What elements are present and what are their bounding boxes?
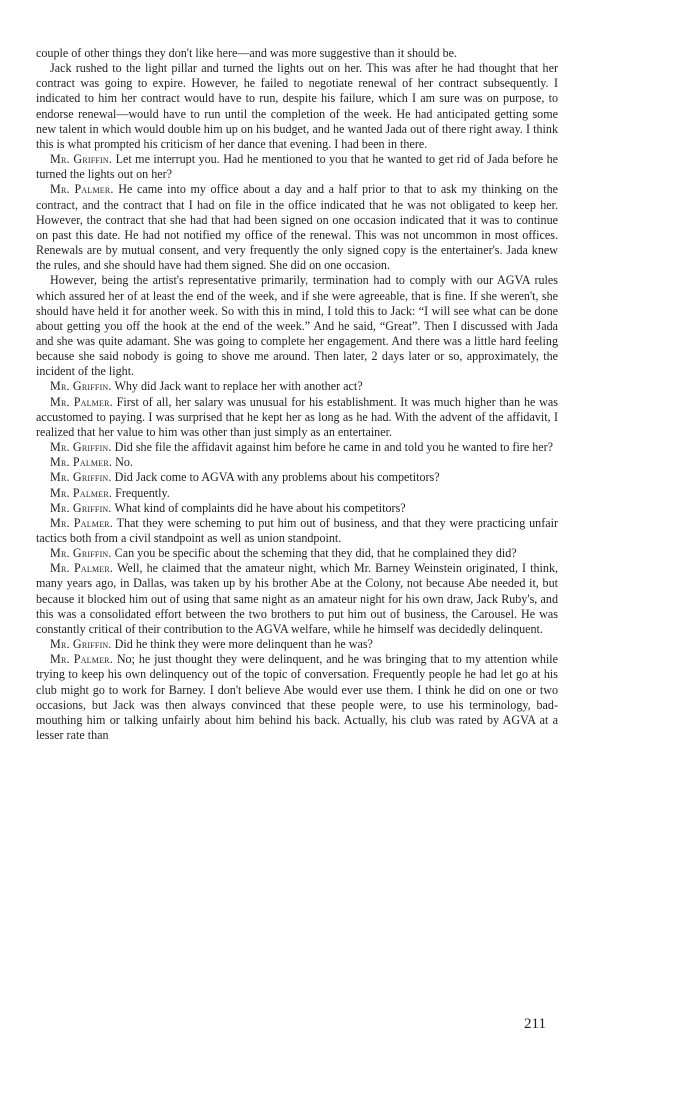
paragraph-7: Mr. Palmer. First of all, her salary was unusual for his establishment. It was much higher than he was accustomed to paying. I was surprised that he kept her as long as he had. With the advent of the affidavit, I realized that her value to him was other than just simply as an entertainer. [36, 394, 558, 439]
speaker-label: Mr. Griffin. [50, 546, 112, 561]
paragraph-8: Mr. Griffin. Did she file the affidavit against him before he came in and told you he wanted to fire her? [50, 440, 554, 455]
paragraph-17: Mr. Palmer. No; he just thought they were delinquent, and he was bringing that to my attention while trying to keep his own delinquency out of the topic of conversation. Frequently people he had let go at his club might go to work for Barney. I don't believe Abe would ever use them. I think he did on one or two occasions, but Jack was then always convinced that these people were, to use his terminology, bad-mouthing him or talking unfairly about him behind his back. Actually, his club was rated by AGVA at a lesser rate than [36, 652, 558, 743]
page-number: 211 [524, 1016, 546, 1032]
paragraph-15: Mr. Palmer. Well, he claimed that the amateur night, which Mr. Barney Weinstein originated, I think, many years ago, in Dallas, was taken up by his brother Abe at the Colony, not because Abe needed it, but because it blocked him out of using that same night as an amateur night for his own draw, Jack Ruby's, and this was a consolidated effort between the two brothers to put him out of business, the Carousel. He was constantly critical of their contribution to the AGVA welfare, while he himself was decidedly delinquent. [36, 561, 559, 636]
speaker-label: Mr. Palmer. [50, 652, 113, 667]
speaker-label: Mr. Griffin. [50, 470, 112, 485]
paragraph-13: Mr. Palmer. That they were scheming to put him out of business, and that they were practicing unfair tactics both from a civil standpoint as well as union standpoint. [36, 515, 558, 545]
speaker-label: Mr. Palmer. [50, 485, 113, 500]
paragraph-4: Mr. Palmer. He came into my office about a day and a half prior to that to ask my thinking on the contract, and the contract that I had on file in the office indicated that he was not obligated to keep her. However, the contract that she had that had been signed on one occasion indicated that it was to continue on past this date. He had not notified my office of the renewal. This was not uncommon in most offices. Renewals are by mutual consent, and very frequently the only signed copy is the entertainer's. Jada knew the rules, and she should have had them signed. She did on one occasion. [36, 182, 558, 273]
paragraph-3: Mr. Griffin. Let me interrupt you. Had he mentioned to you that he wanted to get rid of Jada before he turned the lights out on her? [36, 152, 558, 182]
paragraph-14: Mr. Griffin. Can you be specific about the scheming that they did, that he complained they did? [50, 546, 517, 561]
speaker-label: Mr. Griffin. [50, 152, 113, 167]
paragraph-1: couple of other things they don't like here—and was more suggestive than it should be. [36, 46, 458, 60]
paragraph-10: Mr. Griffin. Did Jack come to AGVA with any problems about his competitors? [50, 470, 440, 485]
speaker-label: Mr. Palmer. [50, 561, 114, 576]
paragraph-9: Mr. Palmer. No. [50, 455, 133, 470]
speaker-label: Mr. Griffin. [50, 440, 112, 455]
speaker-label: Mr. Griffin. [50, 637, 112, 652]
paragraph-6: Mr. Griffin. Why did Jack want to replace her with another act? [50, 379, 363, 394]
speaker-label: Mr. Palmer. [50, 182, 114, 197]
paragraph-5: However, being the artist's representative primarily, termination had to comply with our AGVA rules which assured her of at least the end of the week, and if she were agreeable, that is fine. If she weren't, she should have held it for another week. So with this in mind, I told this to Jack: “I will see what can be done about getting you off the hook at the end of the week.” And he said, “Great”. Then I discussed with Jada and she was quite adamant. She was going to complete her engagement. And there was a little hard feeling because she said nobody is going to shove me around. Then later, 2 days later or so, approximately, the incident of the light. [36, 273, 558, 379]
paragraph-12: Mr. Griffin. What kind of complaints did he have about his competitors? [50, 500, 406, 515]
paragraph-16: Mr. Griffin. Did he think they were more delinquent than he was? [50, 637, 373, 652]
speaker-label: Mr. Griffin. [50, 379, 112, 394]
paragraph-2: Jack rushed to the light pillar and turned the lights out on her. This was after he had thought that her contract was going to expire. However, he failed to negotiate renewal of her contract subsequently. I indicated to him her contract would have to run, despite his failure, which I am sure was on purpose, to endorse renewal—would have to run until the completion of the week. He had anticipated getting some new talent in which would double him up on his budget, and he wanted Jada out of there right away. I think this is what prompted his criticism of her dance that evening. I had been in there. [36, 61, 558, 151]
speaker-label: Mr. Palmer. [50, 455, 113, 470]
speaker-label: Mr. Palmer. [50, 394, 113, 409]
speaker-label: Mr. Griffin. [50, 500, 112, 515]
speaker-label: Mr. Palmer. [50, 515, 113, 530]
transcript-page [36, 46, 558, 743]
paragraph-11: Mr. Palmer. Frequently. [50, 485, 170, 500]
